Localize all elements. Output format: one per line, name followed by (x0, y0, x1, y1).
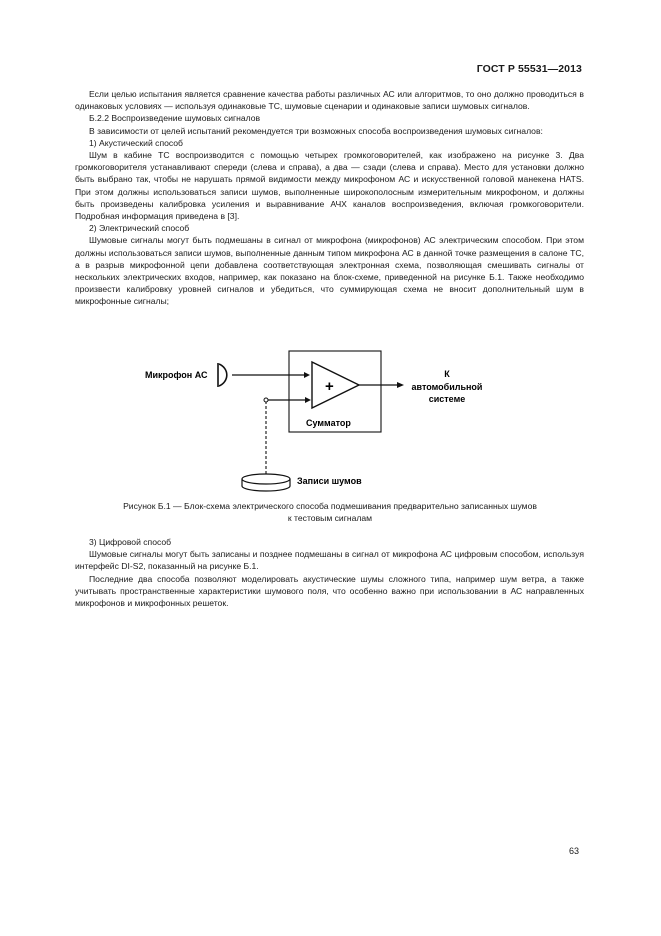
figure-caption (60, 500, 600, 524)
output-label-line3: системе (428, 394, 466, 404)
body-text-bottom (75, 536, 584, 609)
list-item-digital: 3) Цифровой способ (89, 537, 172, 547)
summator-label: Сумматор (306, 418, 351, 428)
output-label-line1: К (444, 369, 450, 379)
mic-icon (219, 364, 227, 386)
paragraph-last-two-methods: Последние два способа позволяют моделировать акустические шумы сложного типа, например шум ветра, а также учитывать пространственные характеристики шумового поля, что особенно важно при использовании в АС направленных микрофонов и микрофонных решеток. (75, 573, 584, 609)
paragraph-comparison: Если целью испытания является сравнение качества работы различных АС или алгоритмов, то оно должно проводиться в одинаковых условиях — используя одинаковые ТС, шумовые сценарии и одинаковые записи шумовых сигналов. (75, 89, 584, 112)
output-label-line2: автомобильной (411, 382, 483, 392)
paragraph-acoustic: Шум в кабине ТС воспроизводится с помощью четырех громкоговорителей, как изображено на рисунке 3. Два громкоговорителя устанавливают спереди (слева и справа), а два — сзади (слева и справа). Место для установки должно быть выбрано так, чтобы не нарушать прямой видимости между микрофоном АС и искусственной головой манекена HATS. При этом должны использоваться записи шумов, выполненные широкополосным измерительным микрофоном, и должны быть произведены калибровка усиления и выравнивание АЧХ каналов воспроизведения, включая громкоговорители. Подробная информация приведена в [3]. (75, 150, 584, 222)
paragraph-electric: Шумовые сигналы могут быть подмешаны в сигнал от микрофона (микрофонов) АС электрическим способом. При этом должны использоваться записи шумов, выполненные данным типом микрофона АС в данной точке размещения в салоне ТС, а в разрыв микрофонной цепи добавлена соответствующая электронная схема, позволяющая смешивать сигналы от нескольких электрических входов, например, как показано на блок-схеме, приведенной на рисунке Б.1. Также необходимо произвести калибровку уровней сигналов и убедиться, что суммирующая схема не вносит дополнительный шум в микрофонные сигналы; (75, 235, 584, 307)
page-number: 63 (569, 846, 580, 856)
summator-triangle (312, 362, 359, 408)
section-heading-b22: Б.2.2 Воспроизведение шумовых сигналов (89, 113, 261, 124)
disk-icon (242, 474, 290, 484)
list-item-acoustic: 1) Акустический способ (89, 137, 183, 148)
paragraph-digital: Шумовые сигналы могут быть записаны и позднее подмешаны в сигнал от микрофона АС цифровым способом, используя интерфейс DI-S2, показанный на рисунке Б.1. (75, 549, 584, 572)
list-item-electric: 2) Электрический способ (89, 223, 190, 234)
mic-arrow (304, 372, 310, 378)
records-arrow (305, 397, 311, 403)
junction-dot (264, 398, 268, 402)
output-arrow (397, 382, 404, 388)
caption-line-1: Рисунок Б.1 — Блок-схема электрического способа подмешивания предварительно записанных шумов (123, 501, 537, 511)
mic-label: Микрофон АС (145, 370, 208, 380)
document-code-header: ГОСТ Р 55531—2013 (476, 63, 582, 75)
caption-line-2: к тестовым сигналам (287, 513, 373, 524)
paragraph-three-methods: В зависимости от целей испытаний рекомендуется три возможных способа воспроизведения шумовых сигналов: (89, 125, 543, 136)
plus-sign: + (325, 378, 334, 395)
records-label: Записи шумов (297, 476, 362, 486)
